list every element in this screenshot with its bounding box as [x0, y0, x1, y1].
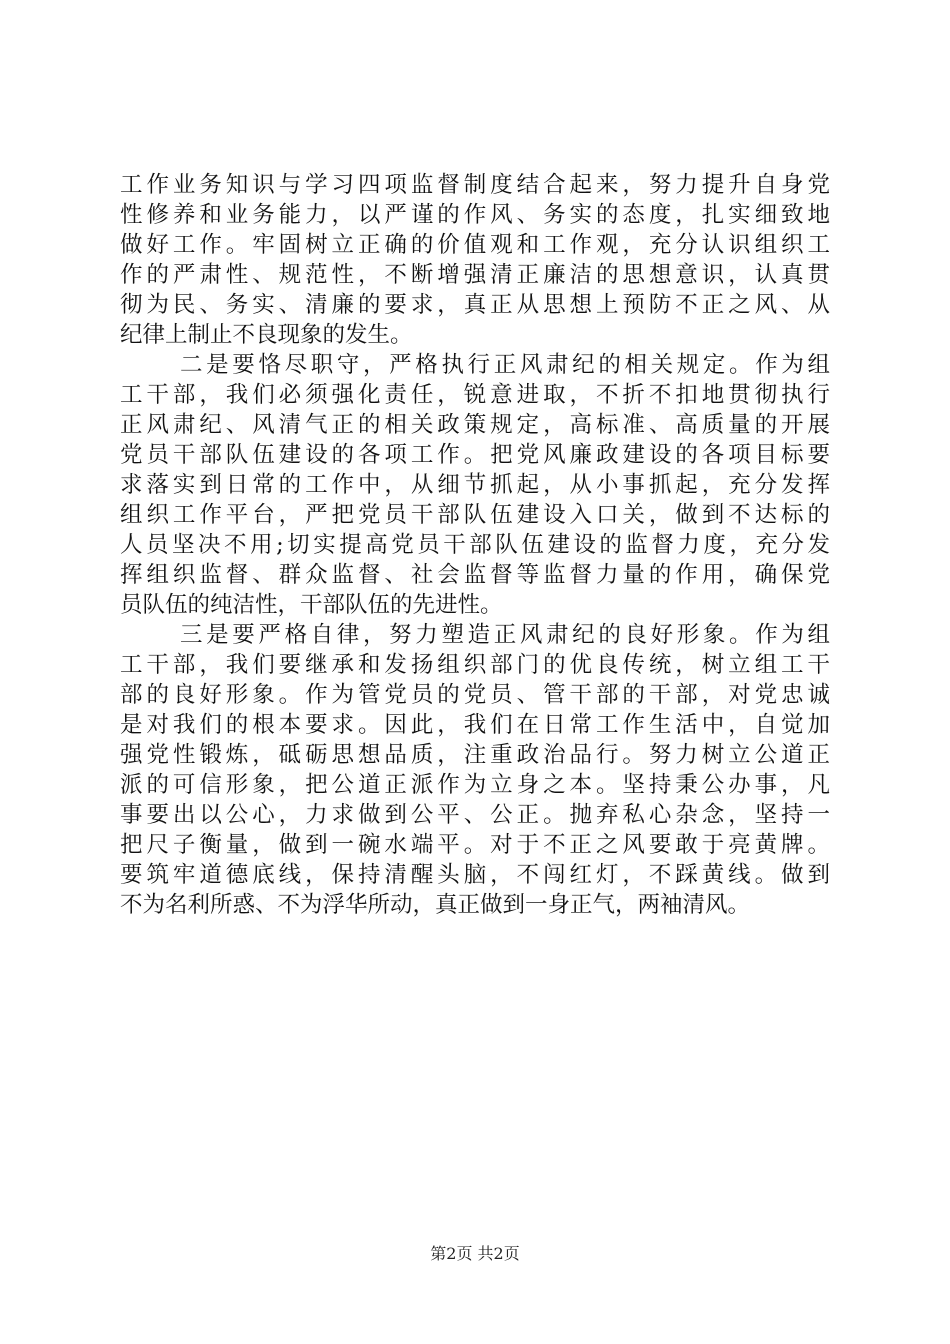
paragraph-line: 工作业务知识与学习四项监督制度结合起来，努力提升自身党 — [120, 172, 830, 198]
paragraph-line: 三是要严格自律，努力塑造正风肃纪的良好形象。作为组 — [180, 622, 830, 648]
paragraph-line: 强党性锻炼，砥砺思想品质，注重政治品行。努力树立公道正 — [120, 742, 830, 768]
paragraph-line: 挥组织监督、群众监督、社会监督等监督力量的作用，确保党 — [120, 562, 830, 588]
paragraph-line: 彻为民、务实、清廉的要求，真正从思想上预防不正之风、从 — [120, 292, 830, 318]
paragraph-line: 性修养和业务能力，以严谨的作风、务实的态度，扎实细致地 — [120, 202, 830, 228]
page-footer: 第2页 共2页 — [430, 1244, 520, 1263]
paragraph-line: 工干部，我们要继承和发扬组织部门的优良传统，树立组工干 — [120, 652, 830, 678]
paragraph-line: 要筑牢道德底线，保持清醒头脑，不闯红灯，不踩黄线。做到 — [120, 862, 830, 888]
paragraph-line: 作的严肃性、规范性，不断增强清正廉洁的思想意识，认真贯 — [120, 262, 830, 288]
paragraph-line: 派的可信形象，把公道正派作为立身之本。坚持秉公办事，凡 — [120, 772, 830, 798]
paragraph-line: 员队伍的纯洁性，干部队伍的先进性。 — [120, 592, 503, 618]
paragraph-line: 不为名利所惑、不为浮华所动，真正做到一身正气，两袖清风。 — [120, 892, 751, 918]
paragraph-line: 工干部，我们必须强化责任，锐意进取，不折不扣地贯彻执行 — [120, 382, 830, 408]
document-body — [120, 170, 830, 920]
paragraph-line: 二是要恪尽职守，严格执行正风肃纪的相关规定。作为组 — [180, 352, 830, 378]
paragraph-line: 做好工作。牢固树立正确的价值观和工作观，充分认识组织工 — [120, 232, 830, 258]
paragraph-line: 党员干部队伍建设的各项工作。把党风廉政建设的各项目标要 — [120, 442, 830, 468]
paragraph-line: 是对我们的根本要求。因此，我们在日常工作生活中，自觉加 — [120, 712, 830, 738]
paragraph-line: 组织工作平台，严把党员干部队伍建设入口关，做到不达标的 — [120, 502, 830, 528]
paragraph-line: 人员坚决不用;切实提高党员干部队伍建设的监督力度，充分发 — [120, 532, 830, 558]
paragraph-line: 纪律上制止不良现象的发生。 — [120, 322, 413, 348]
paragraph-line: 把尺子衡量，做到一碗水端平。对于不正之风要敢于亮黄牌。 — [120, 832, 830, 858]
paragraph-line: 求落实到日常的工作中，从细节抓起，从小事抓起，充分发挥 — [120, 472, 830, 498]
paragraph-line: 正风肃纪、风清气正的相关政策规定，高标准、高质量的开展 — [120, 412, 830, 438]
paragraph-line: 事要出以公心，力求做到公平、公正。抛弃私心杂念，坚持一 — [120, 802, 830, 828]
paragraph-line: 部的良好形象。作为管党员的党员、管干部的干部，对党忠诚 — [120, 682, 830, 708]
